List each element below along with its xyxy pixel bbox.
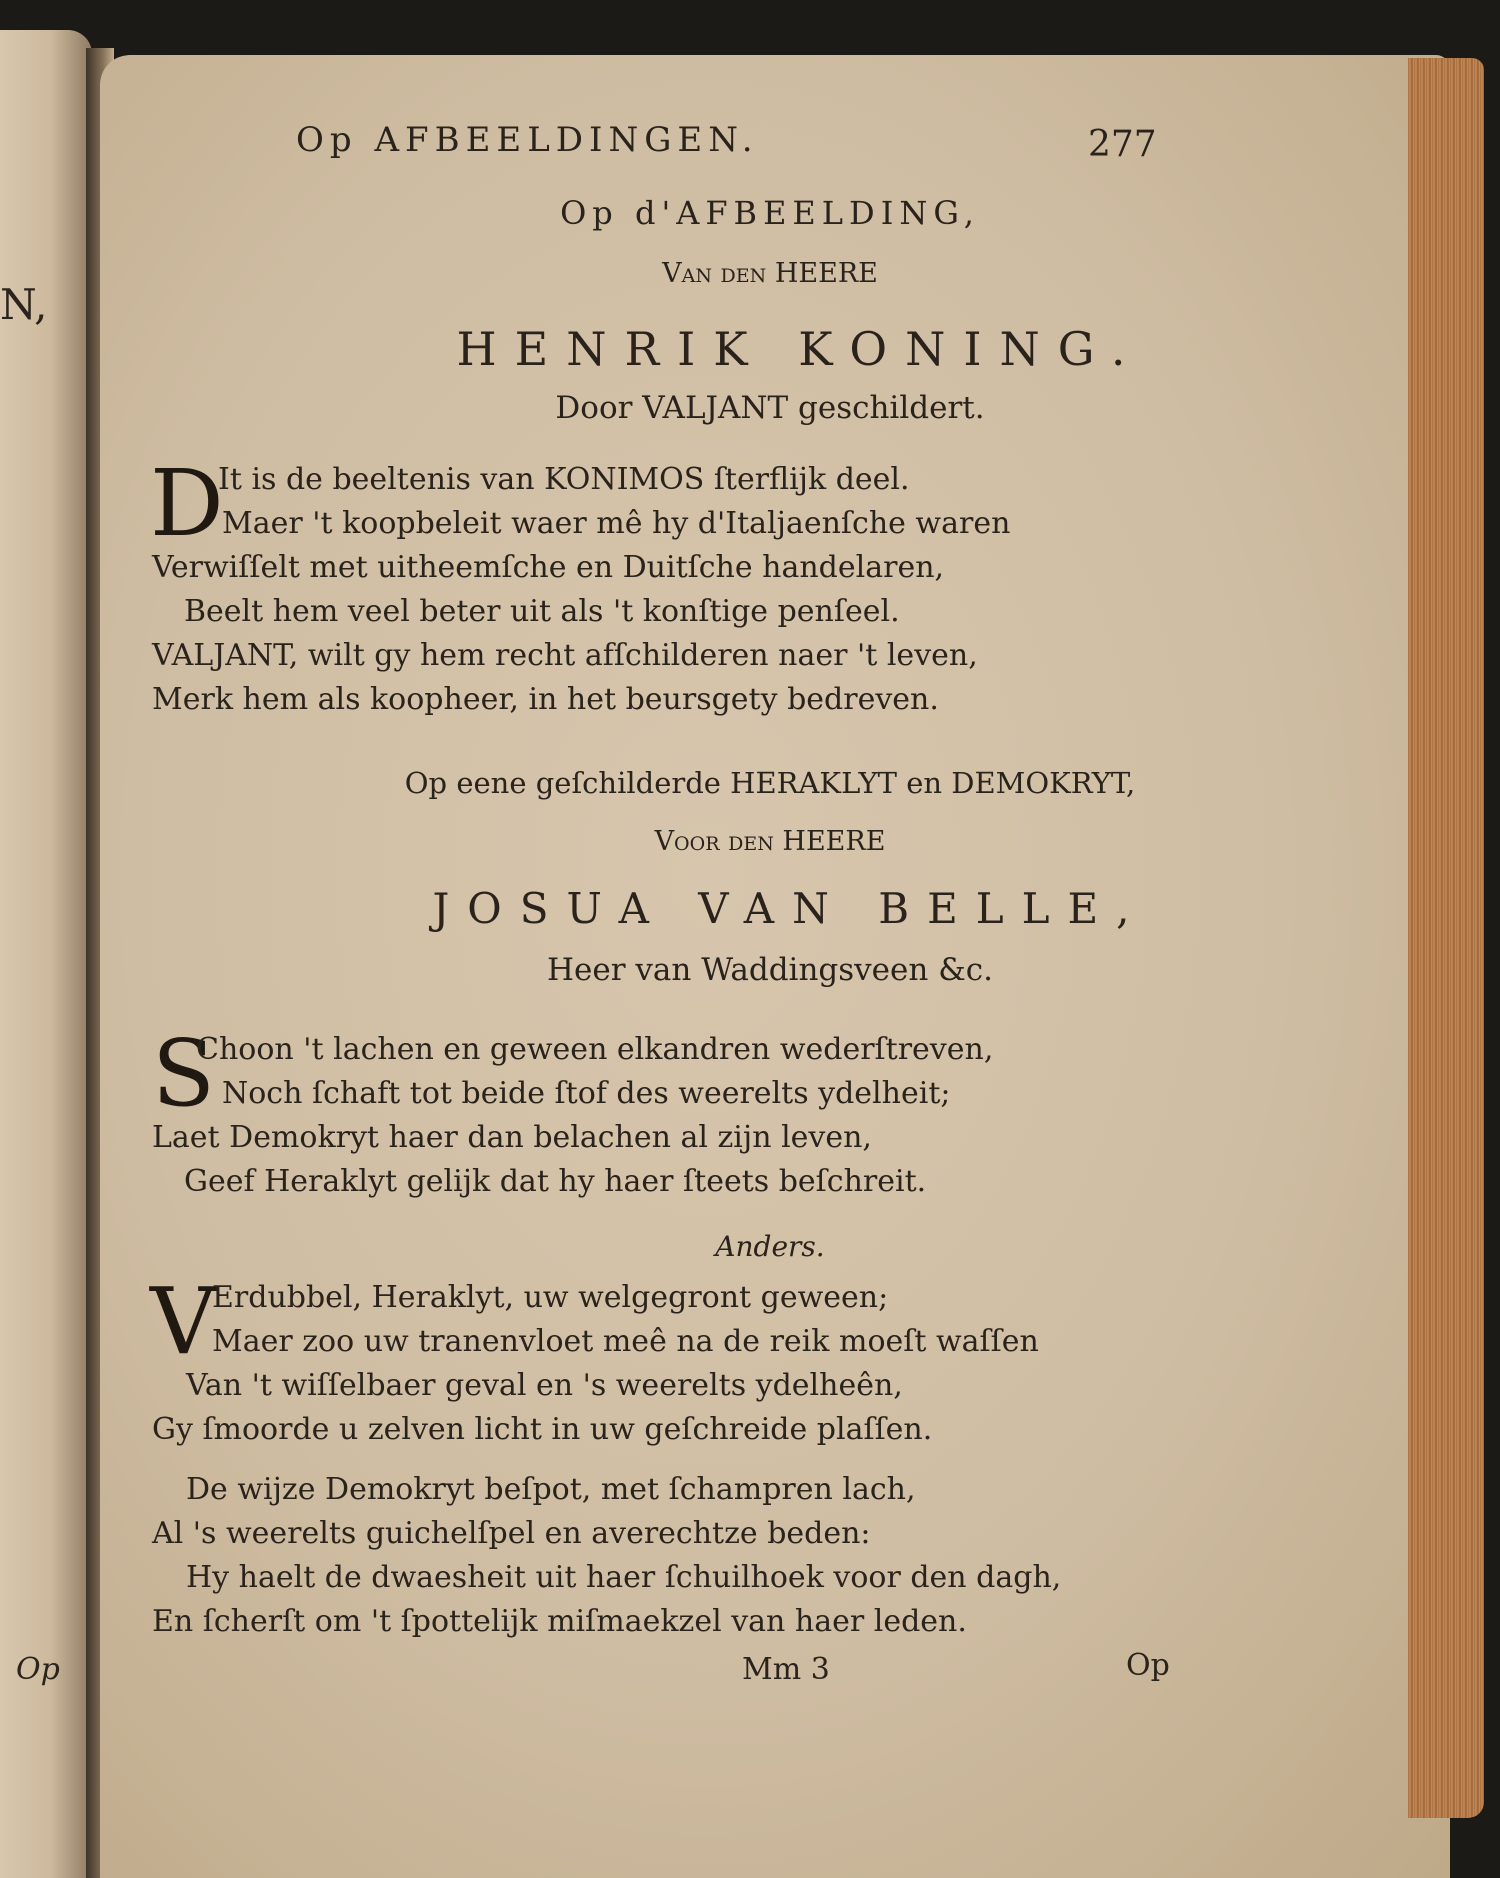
- poem1-name: HENRIK KONING.: [456, 322, 1144, 376]
- poem3-line: Van 't wiſſelbaer geval en 's weerelts ydelheên,: [186, 1368, 903, 1403]
- poem2-subtitle: Heer van Waddingsveen &c.: [546, 952, 994, 988]
- poem3-line: Erdubbel, Heraklyt, uw welgegront geween;: [212, 1280, 889, 1315]
- poem1-line: VALJANT, wilt gy hem recht afſchilderen naer 't leven,: [152, 638, 978, 673]
- poem2-line: Geef Heraklyt gelijk dat hy haer ſteets beſchreit.: [184, 1164, 927, 1199]
- poem2-title: Op eene geſchilderde HERAKLYT en DEMOKRYT,: [404, 766, 1136, 800]
- poem3-heading: Anders.: [715, 1230, 825, 1263]
- running-title: Op AFBEELDINGEN.: [296, 120, 759, 160]
- poem3-line: En ſcherſt om 't ſpottelijk miſmaekzel van haer leden.: [152, 1604, 967, 1639]
- poem1-title: Op d'AFBEELDING,: [560, 194, 980, 232]
- poem3-line: Maer zoo uw tranenvloet meê na de reik moeſt waſſen: [212, 1324, 1039, 1359]
- poem1-line: Beelt hem veel beter uit als 't konſtige penſeel.: [184, 594, 900, 629]
- page-number: 277: [1088, 124, 1157, 165]
- poem2-line: Choon 't lachen en geween elkandren wederſtreven,: [196, 1032, 994, 1067]
- poem2-dropcap: S: [152, 1020, 216, 1127]
- poem1-subtitle: Door VALJANT geschildert.: [555, 390, 985, 426]
- poem3-line: Hy haelt de dwaesheit uit haer ſchuilhoek voor den dagh,: [186, 1560, 1062, 1595]
- poem2-line: Laet Demokryt haer dan belachen al zijn leven,: [152, 1120, 872, 1155]
- poem2-name: JOSUA VAN BELLE,: [432, 884, 1148, 933]
- poem3-line: Gy ſmoorde u zelven licht in uw geſchreide plaſſen.: [152, 1412, 933, 1447]
- poem2-dedication: Voor den HEERE: [654, 826, 886, 857]
- signature-mark: Mm 3: [742, 1652, 830, 1687]
- poem1-dedication: Van den HEERE: [662, 258, 878, 289]
- poem1-line: Verwiſſelt met uitheemſche en Duitſche handelaren,: [152, 550, 945, 585]
- left-page: [0, 30, 92, 1878]
- poem3-dropcap: V: [150, 1268, 217, 1375]
- poem3-line: Al 's weerelts guichelſpel en averechtze beden:: [152, 1516, 871, 1551]
- poem3-line: De wijze Demokryt beſpot, met ſchampren lach,: [186, 1472, 916, 1507]
- poem1-line: Maer 't koopbeleit waer mê hy d'Italjaenſche waren: [222, 506, 1011, 541]
- left-page-fragment: N,: [0, 280, 48, 329]
- left-page-catchword: Op: [16, 1652, 60, 1687]
- catchword: Op: [1126, 1648, 1170, 1683]
- poem1-dropcap: D: [150, 450, 224, 557]
- poem1-line: It is de beeltenis van KONIMOS ſterflijk deel.: [218, 462, 910, 497]
- poem1-line: Merk hem als koopheer, in het beursgety bedreven.: [152, 682, 939, 717]
- poem2-line: Noch ſchaft tot beide ſtof des weerelts ydelheit;: [222, 1076, 951, 1111]
